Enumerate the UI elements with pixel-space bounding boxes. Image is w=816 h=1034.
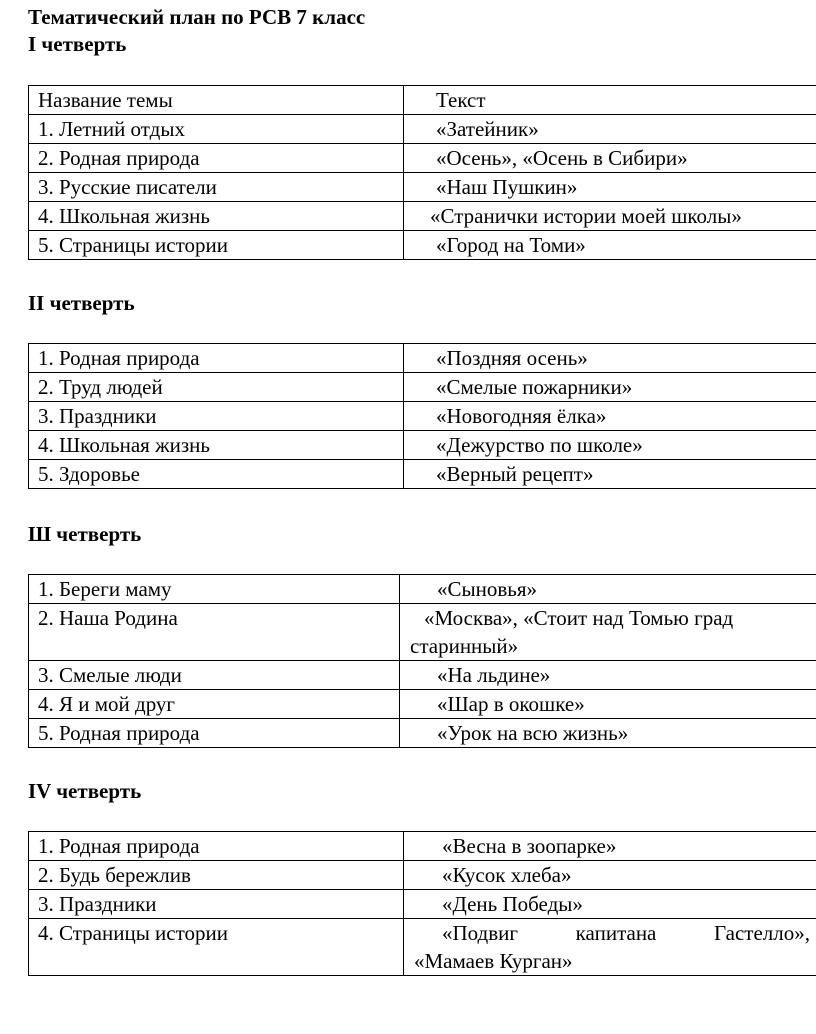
table-header-row <box>29 86 816 115</box>
topic-cell: 5. Страницы истории <box>29 231 404 260</box>
table-row <box>29 690 816 719</box>
table-row <box>29 173 816 202</box>
text-cell: «Странички истории моей школы» <box>404 202 816 231</box>
text-cell: «Осень», «Осень в Сибири» <box>404 144 816 173</box>
quarter-1-heading: I четверть <box>28 32 127 56</box>
topic-cell: 4. Я и мой друг <box>29 690 400 719</box>
table-row <box>29 604 816 661</box>
table-row <box>29 890 816 919</box>
document-title: Тематический план по РСВ 7 класс <box>28 5 366 29</box>
text-cell: «Урок на всю жизнь» <box>400 719 816 748</box>
text-cell: «На льдине» <box>400 661 816 690</box>
topic-cell: 5. Здоровье <box>29 460 404 489</box>
topic-cell: 3. Праздники <box>29 890 404 919</box>
text-cell: «День Победы» <box>404 890 816 919</box>
table-row <box>29 575 816 604</box>
text-cell: «Наш Пушкин» <box>404 173 816 202</box>
quarter-2-heading: II четверть <box>28 291 135 315</box>
column-header-text: Текст <box>404 86 816 115</box>
topic-cell: 3. Праздники <box>29 402 404 431</box>
text-cell: «Дежурство по школе» <box>404 431 816 460</box>
text-cell: «Поздняя осень» <box>404 344 816 373</box>
topic-cell: 1. Родная природа <box>29 344 404 373</box>
topic-cell: 4. Школьная жизнь <box>29 431 404 460</box>
text-cell: «Новогодняя ёлка» <box>404 402 816 431</box>
quarter-4-heading: IV четверть <box>28 779 142 803</box>
topic-cell: 1. Береги маму <box>29 575 400 604</box>
quarter-2-table <box>28 343 816 489</box>
text-cell: «Шар в окошке» <box>400 690 816 719</box>
text-cell-line-2: «Мамаев Курган» <box>414 949 573 973</box>
table-row <box>29 431 816 460</box>
text-cell: «Город на Томи» <box>404 231 816 260</box>
text-cell-line-1: «Подвиг капитана Гастелло», <box>442 921 810 945</box>
text-cell: «Весна в зоопарке» <box>404 832 816 861</box>
column-header-topic: Название темы <box>29 86 404 115</box>
text-cell-line-2: старинный» <box>410 634 519 658</box>
text-cell: «Смелые пожарники» <box>404 373 816 402</box>
table-row <box>29 373 816 402</box>
quarter-3-heading: Ш четверть <box>28 522 142 546</box>
topic-cell: 1. Летний отдых <box>29 115 404 144</box>
table-row <box>29 919 816 976</box>
text-cell: «Сыновья» <box>400 575 816 604</box>
topic-cell: 2. Будь бережлив <box>29 861 404 890</box>
text-cell: «Верный рецепт» <box>404 460 816 489</box>
text-cell <box>404 919 816 976</box>
quarter-1-table <box>28 85 816 260</box>
topic-cell: 2. Наша Родина <box>29 604 400 661</box>
quarter-4-table <box>28 831 816 976</box>
text-cell: «Затейник» <box>404 115 816 144</box>
text-cell-line-1: «Москва», «Стоит над Томью град <box>424 606 734 630</box>
table-row <box>29 402 816 431</box>
topic-cell: 4. Школьная жизнь <box>29 202 404 231</box>
topic-cell: 4. Страницы истории <box>29 919 404 976</box>
table-row <box>29 344 816 373</box>
table-row <box>29 115 816 144</box>
topic-cell: 2. Труд людей <box>29 373 404 402</box>
table-row <box>29 661 816 690</box>
topic-cell: 3. Смелые люди <box>29 661 400 690</box>
text-cell: «Кусок хлеба» <box>404 861 816 890</box>
table-row <box>29 832 816 861</box>
topic-cell: 3. Русские писатели <box>29 173 404 202</box>
table-row <box>29 460 816 489</box>
table-row <box>29 719 816 748</box>
topic-cell: 5. Родная природа <box>29 719 400 748</box>
topic-cell: 1. Родная природа <box>29 832 404 861</box>
table-row <box>29 231 816 260</box>
topic-cell: 2. Родная природа <box>29 144 404 173</box>
table-row <box>29 861 816 890</box>
text-cell <box>400 604 816 661</box>
table-row <box>29 144 816 173</box>
table-row <box>29 202 816 231</box>
quarter-3-table <box>28 574 816 748</box>
